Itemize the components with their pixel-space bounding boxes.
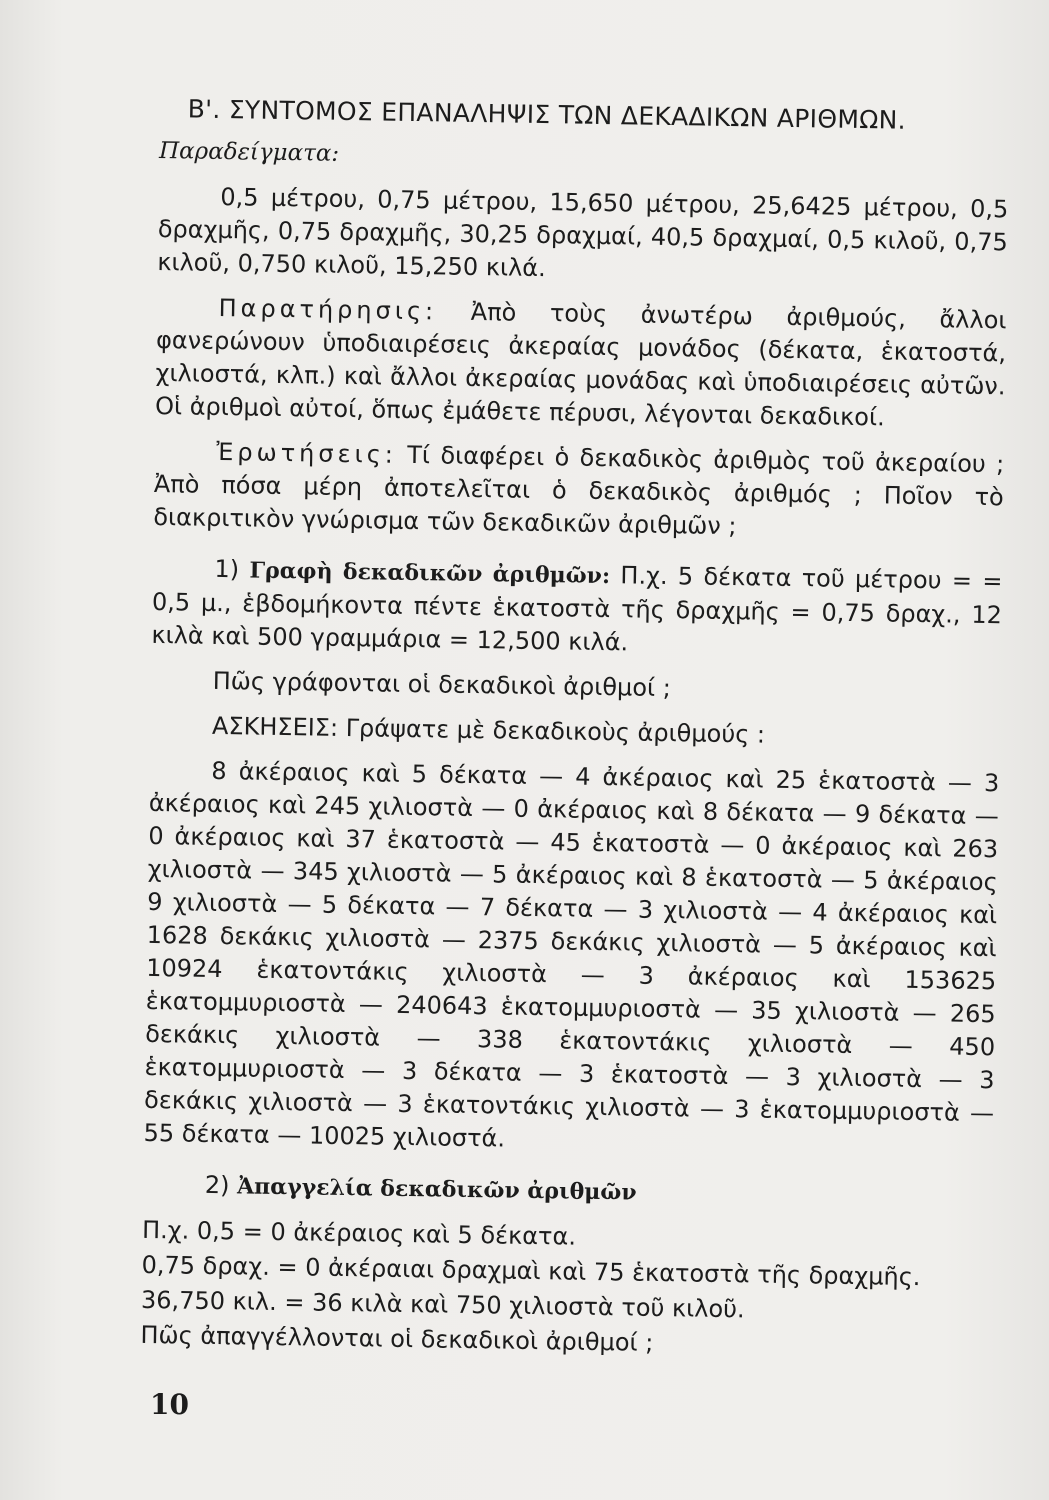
exercises-intro-text: Γράψατε μὲ δεκαδικοὺς ἀριθμούς : [337,713,766,749]
examples-label: Παραδείγματα: [158,137,340,167]
exercises-paragraph: 8 ἀκέραιος καὶ 5 δέκατα — 4 ἀκέραιος καὶ 25 ἑκατοστὰ — 3 ἀκέραιος καὶ 245 χιλιοστὰ — 0 ἀκέραιος καὶ 8 δέκατα — 9 δέκατα — 0 ἀκέραιος καὶ 37 ἑκατοστὰ — 45 ἑκατοστὰ — 0 ἀκέραιος καὶ 263 χιλιοστὰ — 345 χιλιοστὰ — 5 ἀκέραιος καὶ 8 ἑκατοστὰ — 5 ἀκέραιος 9 χιλιοστὰ — 5 δέκατα — 7 δέκατα — 3 χιλιοστὰ — 4 ἀκέραιος καὶ 1628 δεκάκις χιλιοστὰ — 2375 δεκάκις χιλιοστὰ — 5 ἀκέραιος καὶ 10924 ἑκατοντάκις χιλιοστὰ — 3 ἀκέραιος καὶ 153625 ἑκατομμυριοστὰ — 240643 ἑκατομμυριοστὰ — 35 χιλιοστὰ — 265 δεκάκις χιλιοστὰ — 338 ἑκατοντάκις χιλιοστὰ — 450 ἑκατομμυριοστὰ — 3 δέκατα — 3 ἑκατοστὰ — 3 χιλιοστὰ — 3 δεκάκις χιλιοστὰ — 3 ἑκατοντάκις χιλιοστὰ — 3 ἑκατομμυριοστὰ — 55 δέκατα — 10025 χιλιοστά. [143,756,1000,1153]
page-number: 10 [150,1388,189,1421]
section2-example-line: Π.χ. 0,5 = 0 ἀκέραιος καὶ 5 δέκατα. [141,1215,577,1251]
section2-example-line: 0,75 δραχ. = 0 ἀκέραιαι δραχμαὶ καὶ 75 ἑκατοστὰ τῆς δραχμῆς. [141,1250,921,1292]
section2-question: Πῶς ἀπαγγέλλονται οἱ δεκαδικοὶ ἀριθμοί ; [140,1320,654,1357]
observation-paragraph [155,291,1007,436]
section-heading: Β'. ΣΥΝΤΟΜΟΣ ΕΠΑΝΑΛΗΨΙΣ ΤΩΝ ΔΕΚΑΔΙΚΩΝ ΑΡΙΘΜΩΝ. [187,94,907,135]
section2-example-line: 36,750 κιλ. = 36 κιλὰ καὶ 750 χιλιοστὰ τοῦ κιλοῦ. [140,1285,745,1324]
section1-text: Π.χ. 5 δέκατα τοῦ μέτρου = = 0,5 μ., ἑβδομήκοντα πέντε ἑκατοστὰ τῆς δραχμῆς = 0,75 δραχ., 12 κιλὰ καὶ 500 γραμμάρια = 12,500 κιλά. [151,561,1003,657]
questions-paragraph [153,435,1004,547]
section1-paragraph [151,552,1002,665]
section2-title: Ἀπαγγελία δεκαδικῶν ἀριθμῶν [236,1173,637,1206]
section2-number: 2) [204,1170,230,1200]
section1-title: Γραφὴ δεκαδικῶν ἀριθμῶν: [249,557,611,590]
page-content [140,92,1010,1367]
questions-text: Τί διαφέρει ὁ δεκαδικὸς ἀριθμὸς τοῦ ἀκεραίου ; Ἀπὸ πόσα μέρη ἀποτελεῖται ὁ δεκαδικὸς ἀριθμός ; Ποῖον τὸ διακριτικὸν γνώρισμα τῶν δεκαδικῶν ἀριθμῶν ; [153,440,1005,541]
section1-question: Πῶς γράφονται οἱ δεκαδικοὶ ἀριθμοί ; [212,666,672,703]
observation-label: Παρατήρησις: [218,293,438,326]
section1-number: 1) [214,554,240,584]
examples-paragraph: 0,5 μέτρου, 0,75 μέτρου, 15,650 μέτρου, 25,6425 μέτρου, 0,5 δραχμῆς, 0,75 δραχμῆς, 30,25 δραχμαί, 40,5 δραχμαί, 0,5 κιλοῦ, 0,75 κιλοῦ, 0,750 κιλοῦ, 15,250 κιλά. [157,182,1009,283]
questions-label: Ἐρωτήσεις: [216,437,398,469]
observation-text: Ἀπὸ τοὺς ἀνωτέρω ἀριθμούς, ἄλλοι φανερώνουν ὑποδιαιρέσεις ἀκεραίας μονάδος (δέκατα, ἑκατοστά, χιλιοστά, κλπ.) καὶ ἄλλοι ἀκεραίας μονάδας καὶ ὑποδιαιρέσεις αὐτῶν. Οἱ ἀριθμοὶ αὐτοί, ὅπως ἐμάθετε πέρυσι, λέγονται δεκαδικοί. [154,297,1007,432]
exercises-label: ΑΣΚΗΣΕΙΣ: [211,711,339,742]
exercises-intro [150,709,1000,755]
section2-heading [143,1168,993,1215]
